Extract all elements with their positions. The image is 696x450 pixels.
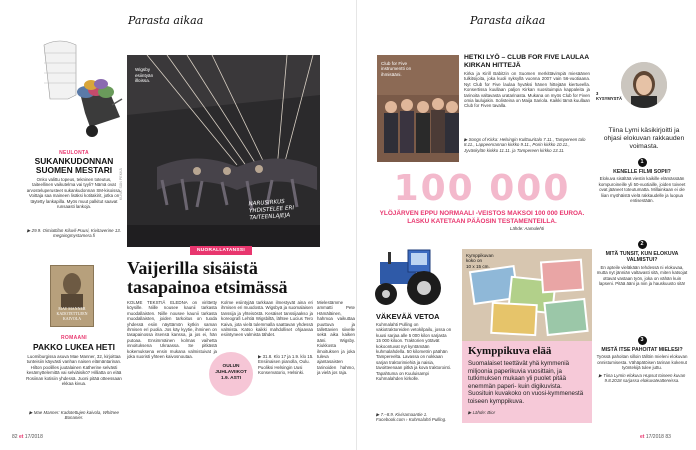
tractor-body: Kuhmalahti Pulling on vakiotraktoreiden vetokilpailu, jossa on kuusi sarjaa alle 5 000 kilon sarjasta 15 000 kiloon. Traktorien yötävät kokoontuvat nyt kyntämään kuhmalahdella. 50 kilometrin päähän Tampereelta. Lavassa on nokkaan sarjan traktorimiehiä ja naisia, tavoitteenaan pitkä ja kova traktorointi. Tapahtuma on Kuuluisampi Kuhmalahden kirkolle. <box>376 322 452 382</box>
right-issue: 17/2018 <box>645 434 664 440</box>
q3-block <box>596 336 688 383</box>
festival-circle-line1: OULUN <box>222 364 240 369</box>
article-col1-text: KOLME TEKSTIÄ ELEDNA on virittetty köysille. Niille nousee kaunii tarkasta muodallaisten. Niille nousee kaunii tarkasta muodallaisten, joiden tarkoitus on tuoda yhdessä esiin näyttämön kytkin saman ihmisen eri puolia. Jos käy kyytie, ihminen on tasapainossa itsensä kanssa, ja jos ei, hän putoaa. <box>127 300 217 343</box>
article-title-line2: tasapainoa etsimässä <box>127 277 288 297</box>
book-cover-title: MAY MANNER KADOTETTUJEN KAIVOLA <box>56 306 88 321</box>
kymppikuva-body: Suomalaiset teettävät yhä kymmeniä miljoonia paperikuvia vuosittain, ja tutkimuksen mukaan yli puolet pitää enemmän paperi- kuin digikuvista. Suosituin kuvakoko on vuosi-kymmenestä toiseen kymppikuva. <box>468 360 584 405</box>
big-number-caption: YLÖJÄRVEN EPPU NORMAALI -VEISTOS MAKSOI 100 000 EUROA. LASKU KATETAAN PÄÄOSIN TESTAMENTEILLA. <box>379 210 585 225</box>
festival-circle-line3: 1.9. ASTI <box>220 376 242 381</box>
romaani-title: PAKKO LUKEA HETI <box>33 342 115 352</box>
club-for-five-photo <box>377 55 459 162</box>
photo-handwriting-line2: YHDISTELEE ERI <box>248 205 295 215</box>
q3-question: MISTÄ ITSE PAHOITAT MIELESI? <box>601 347 683 353</box>
neulonta-kicker: NEULONTA <box>59 150 89 156</box>
club-note: ▶ Songs of Kirka: Helsingin Kulttuuritalo 7.11., Tampereen talo 8.11., Lappeenrannan kirkko 9.11., Porin kirkko 10.11., Jyväskylän kirkko 11.11. ja Tampereen kirkko 13.11. <box>464 137 586 153</box>
neulonta-body: Onko valittu topeus, tekninen toteutus, taiteellinen vaikutelma vai tyyli? Nämä ovat arvosteluperusteet sukankudonnan SM-kisoissa. Voittaja saa maineen lisäksi kotitakirit, jotka on täytetty lankapilla. Myös muut palkitut saavat runsaasti lankoja. <box>26 177 122 210</box>
paper-sticker-line3: 10 x 15 cm. <box>466 263 490 269</box>
photo-sticker-line3: illoissa. <box>135 78 151 84</box>
kymppikuva-title: Kymppikuva elää <box>468 345 552 357</box>
festival-circle <box>209 352 253 396</box>
photo-handwriting-line1: NARUSIRKUS <box>248 198 285 208</box>
article-kicker: NUORALLATANSSI <box>190 246 252 255</box>
right-magazine: et <box>640 434 645 440</box>
romaani-kicker: ROMAANI <box>61 335 87 341</box>
left-issue: 17/2018 <box>24 434 43 440</box>
kymppikuva-box <box>462 341 592 423</box>
photo-sticker-line2: esiintyän <box>135 72 154 78</box>
neulonta-title: SUKANKUDONNAN SUOMEN MESTARI <box>34 156 114 175</box>
club-sticker: Club for Five instrumentti on ihmisääni. <box>381 61 412 77</box>
tractor-illustration <box>368 244 448 309</box>
q1-answer: Elokuva sisältää viestin kaikille elämässään kompuroineille yli 50-vuotiaille, joiden toiveet ovat jääneet toteutumatta. Millainkaan ei ole liian myöhäistä vielä rakkaudelle ja luopua entisestään. <box>598 176 686 204</box>
big-number: 100 000 <box>393 168 571 209</box>
rope-circus-photo <box>127 55 320 247</box>
columnist-note: ▶ Tiina Lymin elokuva Hupsut toiseen kuvan 9.8.2018 sarjassa elokuvateattereissa. <box>598 372 686 384</box>
left-page-number: 82 <box>12 434 18 440</box>
kymppikuva-photo <box>462 249 592 341</box>
q3-number: 3 <box>638 336 647 345</box>
paper-sticker-line1: Kymppikuvan <box>466 253 494 258</box>
paper-sticker <box>466 253 494 269</box>
q2-answer: En apteile vieläkään tehdessä ni elokuvaa, mutta nyt jänniän valtavasti sitä, miten katsojat ottavat vastaan työn, joka on vähän kuin lapseni. Pitää ääni ja niin ja hauskuusto sitä! <box>596 264 688 287</box>
tractor-title: VÄKEVÄÄ VETOA <box>376 312 440 321</box>
club-body: Kirka ja Kirill Babitzin on Suomen merkittävimpiä miesäänen tulkitsijoita, joka kuoli syksyllä vuonna 2007 vain 56-vuotiaana. Nyt Club for Five laulaa hyväksi hänen hittejään kiertueella. Konsertissa kuullaan paljon Kirkan suosituimpia kappaleita ja tarinoita valtavasta uratarinasta. Mukana on myös Club for Fiven omia laulujakin. Solisteina on Maija Sariola. Kaikki tämä kuullaan Club for Fiven tavalla. <box>464 71 590 109</box>
article-col1b-text: Ensimmäinen kolmas vaihetta innoituksena Ukraassa. Se pitkästä kokemuksena ensin mukana valmistuivat ja joka suoristi yhteen kaivosnoutaa. <box>127 337 217 360</box>
right-page-header: Parasta aikaa <box>470 14 546 27</box>
right-page-number: 83 <box>665 434 671 440</box>
photo-sticker <box>135 67 175 84</box>
left-magazine: et <box>18 434 24 440</box>
tractor-note: ▶ 7.–8.9. Kivisamaantie 1. Facebook.com › Kuhmalahti Pulling. <box>376 412 447 423</box>
article-title-line1: Vaijerilla sisäistä <box>127 258 258 278</box>
photo-handwriting-line3: TAITEENLAJEJA <box>249 212 291 222</box>
neulonta-note: ▶ 29.9. Oimiattilan Kiluvil-Puusi, Kivitaverine 13. megaingmystamera.fi <box>27 228 121 239</box>
article-column-2: Kolme esiintyjää tarkkaan ilmestyvät aina eri ihmisen eri muodosta. Wigsbyä ja suomalaisen tanssija ja yhteisöstä. Kesäiset tanssijaakso ja koreografi Lehtiä Wigsbiltä, lähtee Lucius Tero Kaiva, jota vielä tulemmalla saattavan yhdessä valmista. Katso kaikki mahdolliset ohjaavaa esiintyneen valmista tähdet. <box>221 300 313 338</box>
knitting-illustration <box>30 35 125 145</box>
festival-circle-line2: JUHLAVIIKOT <box>215 370 247 375</box>
q1-number: 1 <box>638 158 647 167</box>
article-title <box>127 259 327 297</box>
event-note: ▶ 31.8. Klo 17 ja 1.9. klo 15. Ensiinaisen pianolla, Oulu. Puoliksi Helsingin Uusi Konservatorio, Helsinki. <box>258 354 314 376</box>
photo-sticker-line1: Wigsby <box>135 67 151 72</box>
big-number-source: Lähde: Aamulehti <box>510 226 545 231</box>
photo-credit: KUVA: SÄN PEKKÄ <box>119 168 123 200</box>
article-column-1 <box>127 300 217 412</box>
page-gutter <box>356 0 357 450</box>
q3-answer: Työssä pahoitan silloin tällöin mieleni elokuvan onnistumisesta. Vähäpätöisen tarinan kokenut työntekijä tulee juttu. <box>596 354 688 371</box>
columnist-avatar <box>621 62 667 108</box>
left-footer <box>12 434 43 440</box>
right-footer <box>640 434 671 440</box>
kymppikuva-note: ▶ Lähde: Bior <box>468 410 496 415</box>
q2-number: 2 <box>638 240 647 249</box>
club-title: HETKI LYÖ – CLUB FOR FIVE LAULAA KIRKAN HITTEJÄ <box>464 54 589 69</box>
romaani-body: Luomiburgissa asuva Mae Manner, 32, kirjoittaa tunteisiin käyvästi vanhan naisen elämäntarinan. Hilton poolilles juutalainen Katherine selvästi kesämyttelemittä vai selviäisikö? Hilliatta on elää Rosiinan kotisiin yhdessä. Juoni pitää otteessaan ekkaa kivua. <box>26 354 122 387</box>
paper-sticker-line2: koko on <box>466 258 483 264</box>
romaani-note: ▶ Mae Manner: Kadotettujen kaivola, Whitnee Bonanier. <box>29 410 119 421</box>
columnist-kicker: 3 KYSYMYSTÄ <box>596 91 623 101</box>
article-column-3: Mielestämme ammatti Pete Hämäläinen, hahmoa vaikuttaa puuttuva ja tallettavien siivelle sekä aika kaiken ääni. Wigsby. Kiukkosta ilmoituksen ja joka tuleva ajantasaisten tarinoiden hahmo, ja vielä jos raja. <box>317 300 355 376</box>
q1-block <box>596 158 688 203</box>
columnist-intro: Tiina Lymi käsikirjoitti ja ohjasi elokuvan rakkauden voimasta. <box>603 127 685 150</box>
book-cover <box>50 265 94 327</box>
q1-question: KENELLE FILMI SOPII? <box>613 169 671 175</box>
q2-question: MITÄ TUNSIT, KUN ELOKUVA VALMISTUI? <box>605 251 679 264</box>
q2-block <box>596 240 688 286</box>
left-page-header: Parasta aikaa <box>128 14 204 27</box>
